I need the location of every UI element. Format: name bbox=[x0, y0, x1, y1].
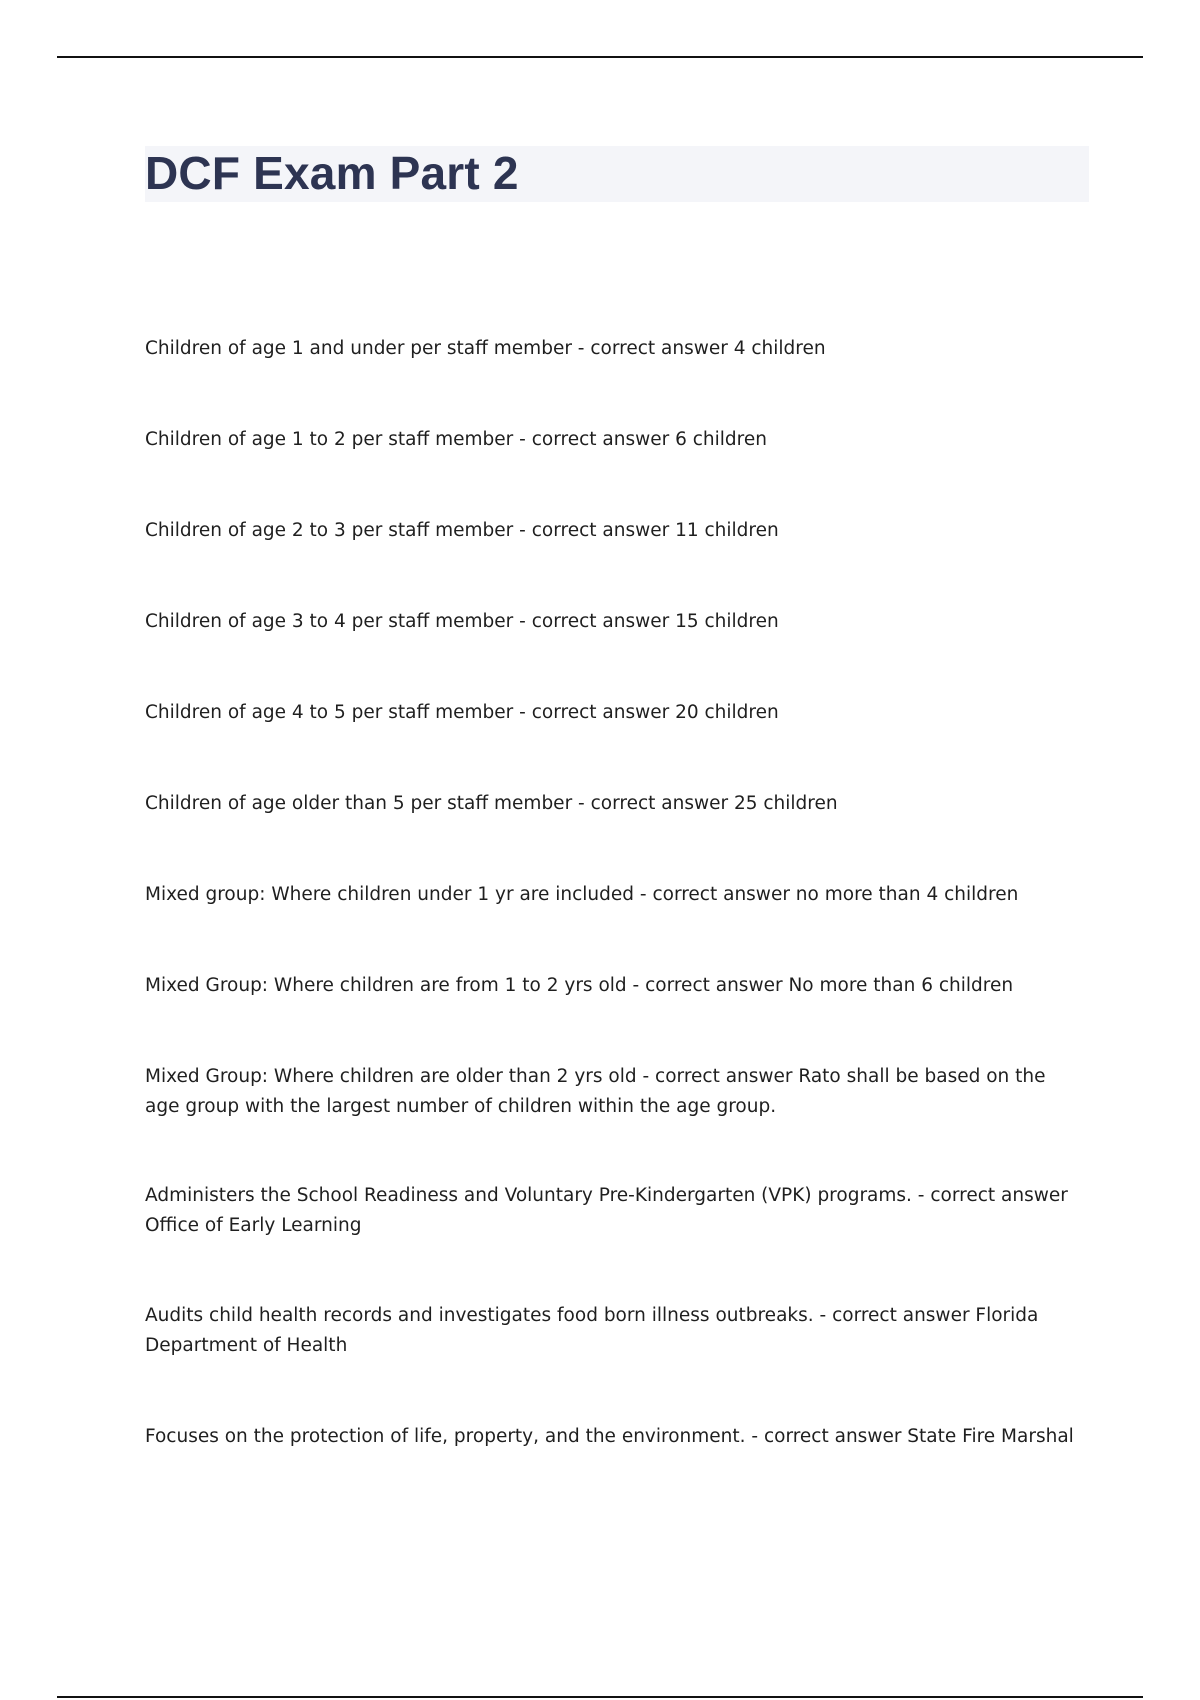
qa-item: Focuses on the protection of life, property, and the environment. - correct answer State Fire Marshal bbox=[145, 1426, 1074, 1447]
qa-item: Children of age 4 to 5 per staff member - correct answer 20 children bbox=[145, 702, 779, 723]
qa-item: Mixed Group: Where children are from 1 to 2 yrs old - correct answer No more than 6 children bbox=[145, 975, 1014, 996]
bottom-divider bbox=[57, 1696, 1143, 1698]
top-divider bbox=[57, 56, 1143, 58]
qa-item: Children of age 3 to 4 per staff member - correct answer 15 children bbox=[145, 611, 779, 632]
qa-item: Audits child health records and investigates food born illness outbreaks. - correct answer Florida Department of Health bbox=[145, 1305, 1039, 1356]
qa-item: Children of age 1 to 2 per staff member - correct answer 6 children bbox=[145, 429, 767, 450]
qa-item: Children of age 1 and under per staff member - correct answer 4 children bbox=[145, 338, 826, 359]
qa-item: Mixed group: Where children under 1 yr are included - correct answer no more than 4 children bbox=[145, 884, 1019, 905]
qa-item: Mixed Group: Where children are older than 2 yrs old - correct answer Rato shall be based on the age group with the largest number of children within the age group. bbox=[145, 1066, 1046, 1117]
qa-item: Children of age 2 to 3 per staff member - correct answer 11 children bbox=[145, 520, 779, 541]
qa-item: Administers the School Readiness and Voluntary Pre-Kindergarten (VPK) programs. - correct answer Office of Early Learning bbox=[145, 1185, 1068, 1236]
page-title: DCF Exam Part 2 bbox=[145, 147, 519, 199]
qa-item: Children of age older than 5 per staff member - correct answer 25 children bbox=[145, 793, 838, 814]
